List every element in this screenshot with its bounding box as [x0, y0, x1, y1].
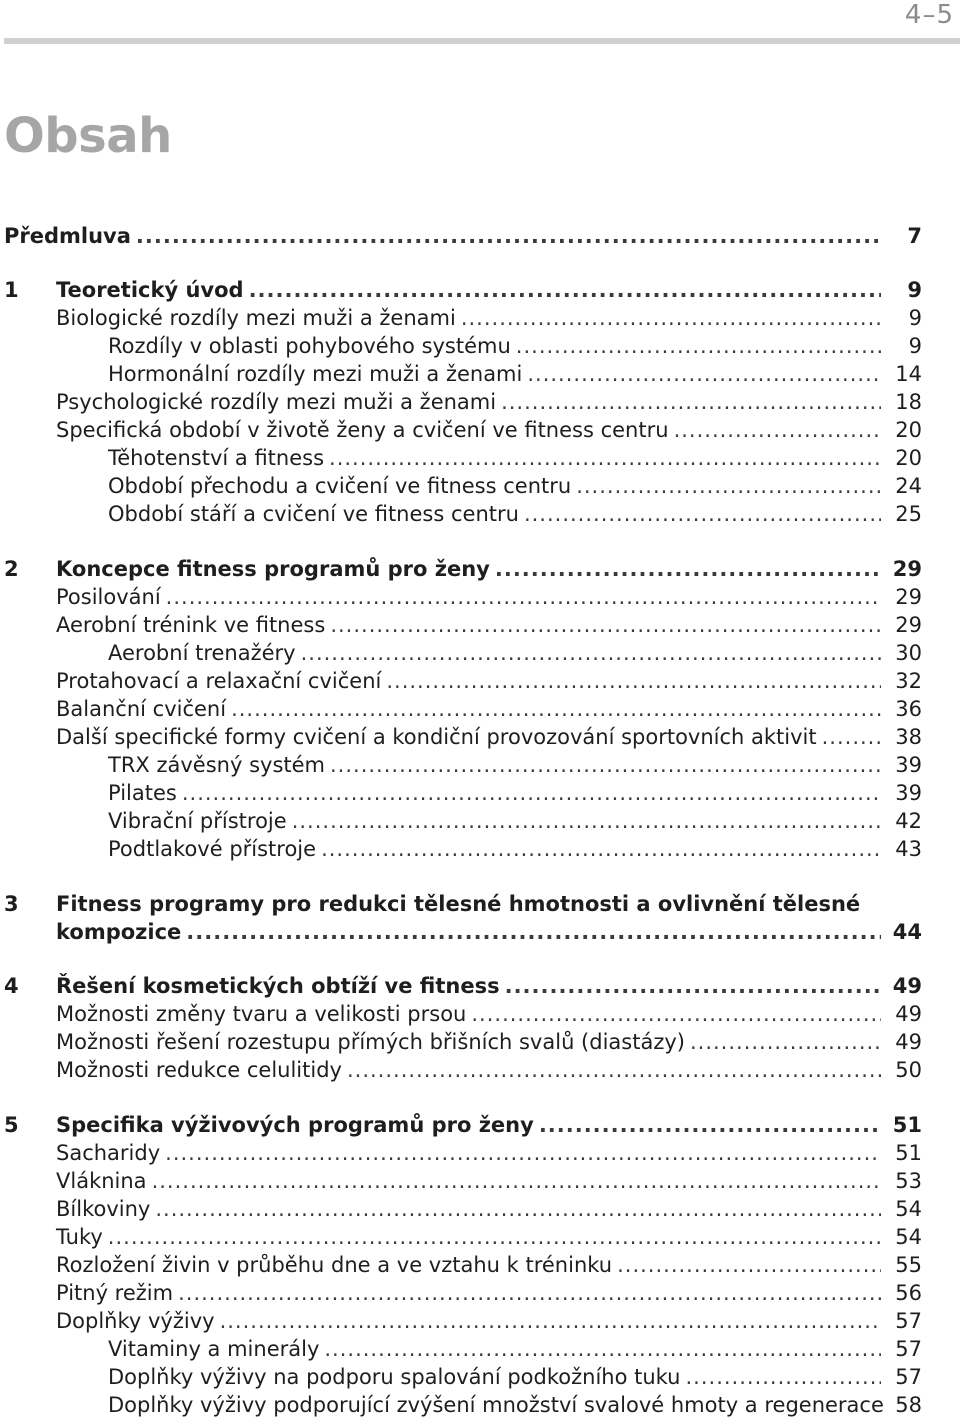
toc-entry-label: Možnosti řešení rozestupu přímých břišních svalů (diastázy): [56, 1030, 685, 1054]
leader-dots: [155, 1195, 881, 1223]
toc-entry-line: [56, 555, 922, 583]
leader-dots: [178, 1279, 881, 1307]
page-number: 4–5: [904, 0, 954, 30]
toc-entry: [0, 304, 960, 332]
toc-entry: [0, 918, 960, 946]
toc-entry-line: [108, 500, 922, 528]
toc-entry: [0, 751, 960, 779]
toc-entry-line: [108, 332, 922, 360]
toc-entry-line: [56, 583, 922, 611]
toc-entry-line: [56, 1307, 922, 1335]
toc-entry-line: [108, 835, 922, 863]
toc-page-number: 29: [892, 557, 922, 581]
toc-entry: [0, 972, 960, 1000]
toc-entry: [0, 583, 960, 611]
toc-entry-label: Vláknina: [56, 1169, 147, 1193]
toc-page-number: 39: [895, 781, 922, 805]
leader-dots: [152, 1167, 881, 1195]
toc-entry: [0, 1391, 960, 1419]
chapter-number: 5: [4, 1113, 19, 1137]
toc-entry-label: Koncepce fitness programů pro ženy: [56, 557, 490, 581]
leader-dots: [495, 555, 881, 583]
leader-dots: [330, 751, 881, 779]
toc-entry: [0, 807, 960, 835]
leader-dots: [186, 918, 881, 946]
toc-page-number: 55: [895, 1253, 922, 1277]
toc-entry-label: Protahovací a relaxační cvičení: [56, 669, 382, 693]
toc-entry-label: Rozdíly v oblasti pohybového systému: [108, 334, 511, 358]
toc-entry: [0, 1028, 960, 1056]
chapter-number: 3: [4, 892, 19, 916]
toc-entry: [0, 779, 960, 807]
toc-entry-line: [56, 723, 922, 751]
toc-entry: [0, 1000, 960, 1028]
toc-page-number: 54: [895, 1197, 922, 1221]
toc-entry: [0, 388, 960, 416]
leader-dots: [321, 835, 881, 863]
toc-page-number: 39: [895, 753, 922, 777]
toc-entry: [0, 1363, 960, 1391]
toc-entry-label: Doplňky výživy na podporu spalování podkožního tuku: [108, 1365, 681, 1389]
toc-entry-label: Předmluva: [4, 224, 131, 248]
toc-entry: [0, 416, 960, 444]
toc-page-number: 9: [908, 334, 922, 358]
toc-page-number: 44: [892, 920, 922, 944]
toc-page-number: 51: [892, 1113, 922, 1137]
toc-entry-label: Biologické rozdíly mezi muži a ženami: [56, 306, 456, 330]
toc-entry-line: [56, 304, 922, 332]
toc-entry-line: [56, 1279, 922, 1307]
toc-entry-label: Psychologické rozdíly mezi muži a ženami: [56, 390, 497, 414]
toc-page-number: 25: [895, 502, 922, 526]
leader-dots: [524, 500, 881, 528]
toc-page-number: 32: [895, 669, 922, 693]
toc-entry-label: Aerobní trénink ve fitness: [56, 613, 326, 637]
toc-entry-label: Doplňky výživy podporující zvýšení množství svalové hmoty a regenerace: [108, 1393, 884, 1417]
toc-page-number: 20: [895, 418, 922, 442]
leader-dots: [461, 304, 881, 332]
leader-dots: [471, 1000, 881, 1028]
toc-entry-line: [56, 695, 922, 723]
toc-page-number: 57: [895, 1309, 922, 1333]
toc-entry-line: [56, 1056, 922, 1084]
toc-entry-line: [108, 751, 922, 779]
toc-entry: [0, 472, 960, 500]
toc-entry-line: [56, 1223, 922, 1251]
toc-page-number: 43: [895, 837, 922, 861]
toc-entry-label: Vibrační přístroje: [108, 809, 287, 833]
leader-dots: [686, 1363, 882, 1391]
toc-entry-label: Hormonální rozdíly mezi muži a ženami: [108, 362, 523, 386]
toc-entry-label: Těhotenství a fitness: [108, 446, 325, 470]
toc-entry-label: Vitaminy a minerály: [108, 1337, 320, 1361]
toc-entry: [0, 1223, 960, 1251]
toc-entry: [0, 360, 960, 388]
leader-dots: [516, 332, 881, 360]
toc-entry: [0, 1251, 960, 1279]
toc-entry-label: Specifika výživových programů pro ženy: [56, 1113, 534, 1137]
toc-entry: [0, 1111, 960, 1139]
toc-entry-label: Pitný režim: [56, 1281, 174, 1305]
toc-entry-line: [108, 1363, 922, 1391]
toc-entry-label: Bílkoviny: [56, 1197, 151, 1221]
leader-dots: [505, 972, 881, 1000]
toc-entry: [0, 500, 960, 528]
toc-entry-label: Specifická období v životě ženy a cvičení ve fitness centru: [56, 418, 669, 442]
toc-entry-line: [56, 918, 922, 946]
toc-page-number: 24: [895, 474, 922, 498]
toc-entry: [0, 1279, 960, 1307]
toc-entry-label: Období stáří a cvičení ve fitness centru: [108, 502, 519, 526]
leader-dots: [330, 611, 881, 639]
header-rule: [4, 38, 960, 44]
toc-entry-label: Možnosti změny tvaru a velikosti prsou: [56, 1002, 467, 1026]
toc-entry-line: [108, 639, 922, 667]
toc-page-number: 51: [895, 1141, 922, 1165]
leader-dots: [165, 1139, 881, 1167]
toc-entry-label: Další specifické formy cvičení a kondiční provozování sportovních aktivit: [56, 725, 817, 749]
toc-entry-line: [108, 360, 922, 388]
leader-dots: [617, 1251, 881, 1279]
toc-page-number: 57: [895, 1365, 922, 1389]
toc-page-number: 7: [907, 224, 922, 248]
toc-entry-label: Fitness programy pro redukci tělesné hmotnosti a ovlivnění tělesné: [56, 892, 861, 916]
toc-entry-line: [108, 779, 922, 807]
toc-entry-line: [108, 1335, 922, 1363]
toc-entry-line: [4, 222, 922, 250]
leader-dots: [249, 276, 881, 304]
toc-page-number: 49: [892, 974, 922, 998]
toc-entry-line: [56, 1251, 922, 1279]
leader-dots: [329, 444, 881, 472]
leader-dots: [108, 1223, 881, 1251]
leader-dots: [674, 416, 881, 444]
page-title: Obsah: [4, 108, 172, 164]
leader-dots: [822, 723, 881, 751]
toc-entry-label: Období přechodu a cvičení ve fitness centru: [108, 474, 572, 498]
toc-entry-label: Tuky: [56, 1225, 103, 1249]
toc-entry: [0, 1307, 960, 1335]
toc-entry-label: Možnosti redukce celulitidy: [56, 1058, 342, 1082]
toc-entry-label: Aerobní trenažéry: [108, 641, 296, 665]
toc-entry-line: [56, 1111, 922, 1139]
toc-page-number: 38: [895, 725, 922, 749]
chapter-number: 4: [4, 974, 19, 998]
leader-dots: [576, 472, 881, 500]
toc-entry-line: [108, 807, 922, 835]
leader-dots: [136, 222, 881, 250]
toc-entry-label: Doplňky výživy: [56, 1309, 215, 1333]
toc-entry-label: Balanční cvičení: [56, 697, 227, 721]
toc-entry: [0, 555, 960, 583]
leader-dots: [182, 779, 881, 807]
toc-entry-label: Sacharidy: [56, 1141, 161, 1165]
toc-entry-line: [56, 1167, 922, 1195]
toc-entry-label: TRX závěsný systém: [108, 753, 325, 777]
toc-page-number: 29: [895, 613, 922, 637]
toc-entry: [0, 1335, 960, 1363]
chapter-number: 2: [4, 557, 19, 581]
toc-entry-line: [56, 1028, 922, 1056]
toc-entry-line: [56, 611, 922, 639]
toc-page-number: 58: [895, 1393, 922, 1417]
toc-entry-line: [56, 276, 922, 304]
chapter-number: 1: [4, 278, 19, 302]
toc-page-number: 54: [895, 1225, 922, 1249]
toc-page-number: 14: [895, 362, 922, 386]
toc-page-number: 36: [895, 697, 922, 721]
toc-entry-line: [56, 1000, 922, 1028]
toc-entry: [0, 444, 960, 472]
toc-entry-line: [108, 444, 922, 472]
toc-entry: [0, 667, 960, 695]
toc-entry: [0, 835, 960, 863]
toc-entry: [0, 1195, 960, 1223]
leader-dots: [166, 583, 881, 611]
toc-page-number: 50: [895, 1058, 922, 1082]
toc-entry-line: [108, 1391, 922, 1419]
toc-entry: [0, 611, 960, 639]
toc-page-number: 57: [895, 1337, 922, 1361]
toc-entry-label: Rozložení živin v průběhu dne a ve vztahu k tréninku: [56, 1253, 613, 1277]
toc-entry: [0, 723, 960, 751]
toc-entry-line: [56, 416, 922, 444]
toc-entry: [0, 276, 960, 304]
leader-dots: [501, 388, 881, 416]
leader-dots: [527, 360, 881, 388]
toc-entry: [0, 890, 960, 918]
toc-entry-line: [108, 472, 922, 500]
toc-page-number: 29: [895, 585, 922, 609]
toc-entry: [0, 332, 960, 360]
toc-entry: [0, 1167, 960, 1195]
toc-entry-line: [56, 1139, 922, 1167]
toc-page-number: 18: [895, 390, 922, 414]
toc-page-number: 53: [895, 1169, 922, 1193]
leader-dots: [386, 667, 881, 695]
leader-dots: [231, 695, 881, 723]
toc-page-number: 30: [895, 641, 922, 665]
leader-dots: [690, 1028, 881, 1056]
toc-entry-label: kompozice: [56, 920, 182, 944]
toc-page-number: 49: [895, 1002, 922, 1026]
toc-entry-label: Podtlakové přístroje: [108, 837, 317, 861]
toc-entry: [0, 222, 960, 250]
leader-dots: [539, 1111, 881, 1139]
toc-page-number: 20: [895, 446, 922, 470]
toc-entry-label: Pilates: [108, 781, 177, 805]
toc-entry-line: [56, 388, 922, 416]
leader-dots: [292, 807, 881, 835]
toc-entry-label: Teoretický úvod: [56, 278, 244, 302]
toc-page-number: 9: [907, 278, 922, 302]
toc-page-number: 9: [908, 306, 922, 330]
toc-entry-line: [56, 667, 922, 695]
toc-entry-label: Posilování: [56, 585, 161, 609]
toc-page-number: 56: [895, 1281, 922, 1305]
toc-entry: [0, 695, 960, 723]
toc-entry-line: [56, 972, 922, 1000]
toc-entry: [0, 639, 960, 667]
toc-entry: [0, 1056, 960, 1084]
toc-entry-line: [56, 1195, 922, 1223]
leader-dots: [301, 639, 881, 667]
toc-entry: [0, 1139, 960, 1167]
toc-entry-label: Řešení kosmetických obtíží ve fitness: [56, 974, 500, 998]
toc-page-number: 42: [895, 809, 922, 833]
leader-dots: [347, 1056, 881, 1084]
leader-dots: [220, 1307, 881, 1335]
toc-page-number: 49: [895, 1030, 922, 1054]
leader-dots: [324, 1335, 881, 1363]
